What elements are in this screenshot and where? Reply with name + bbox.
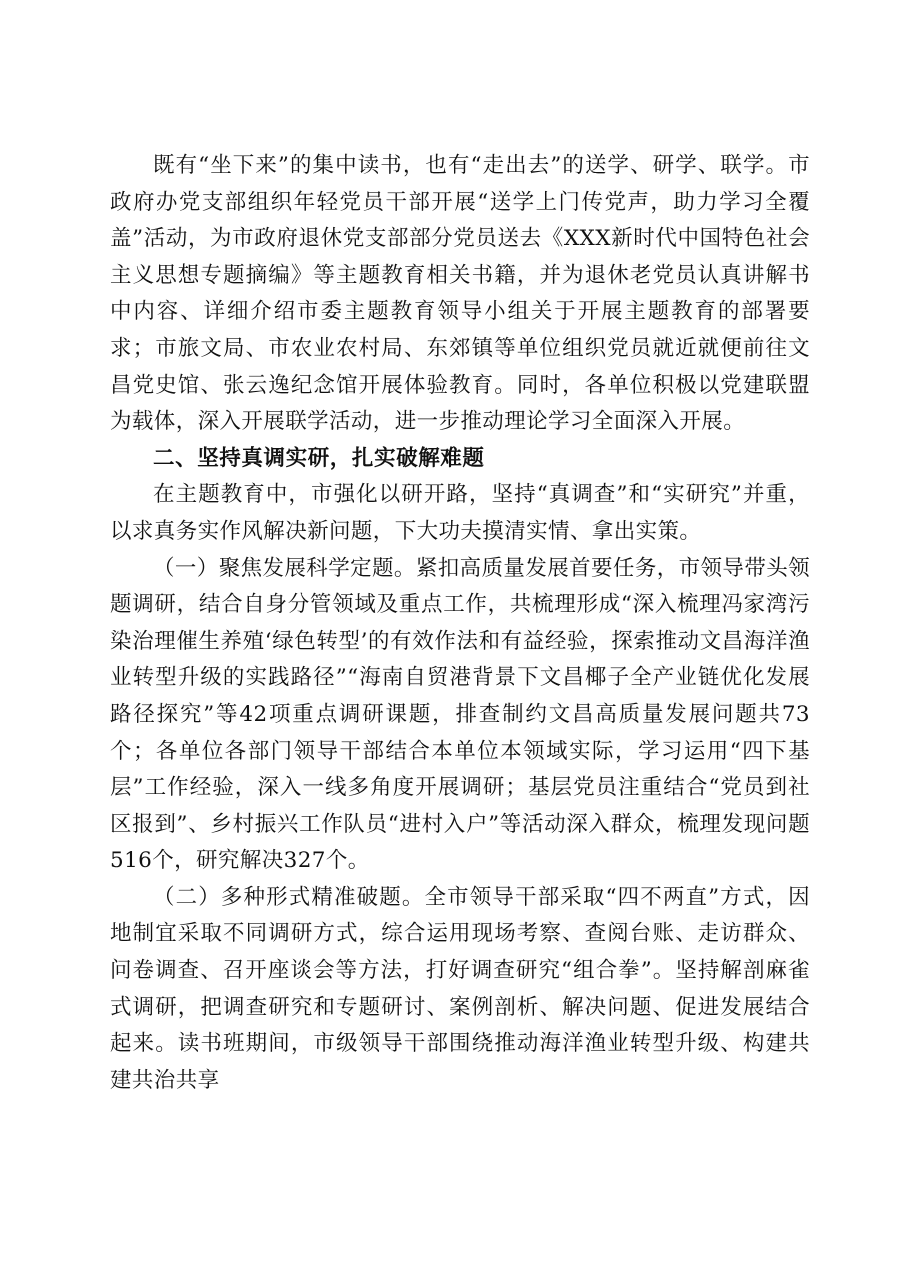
paragraph-text: 在主题教育中，市强化以研开路，坚持“真调查”和“实研究”并重，以求真务实作风解决新问题，下大功夫摸清实情、拿出实策。	[110, 482, 810, 544]
paragraph-solve-problems	[110, 880, 810, 1100]
section-heading	[110, 441, 810, 478]
paragraph-section-intro	[110, 477, 810, 550]
section-heading-text: 二、坚持真调实研，扎实破解难题	[153, 445, 485, 471]
paragraph-text: 既有“坐下来”的集中读书，也有“走出去”的送学、研学、联学。市政府办党支部组织年轻党员干部开展“送学上门传党声，助力学习全覆盖”活动，为市政府退休党支部部分党员送去《XXX新时代中国特色社会主义思想专题摘编》等主题教育相关书籍，并为退休老党员认真讲解书中内容、详细介绍市委主题教育领导小组关于开展主题教育的部署要求；市旅文局、市农业农村局、东郊镇等单位组织党员就近就便前往文昌党史馆、张云逸纪念馆开展体验教育。同时，各单位积极以党建联盟为载体，深入开展联学活动，进一步推动理论学习全面深入开展。	[110, 153, 810, 435]
paragraph-lead: （一）聚焦发展科学定题。	[153, 555, 416, 581]
paragraph-text: 紧扣高质量发展首要任务，市领导带头领题调研，结合自身分管领域及重点工作，共梳理形成“深入梳理冯家湾污染治理催生养殖‘绿色转型’的有效作法和有益经验，探索推动文昌海洋渔业转型升级的实践路径”“海南自贸港背景下文昌椰子全产业链优化发展路径探究”等42项重点调研课题，排查制约文昌高质量发展问题共73个；各单位各部门领导干部结合本单位本领域实际，学习运用“四下基层”工作经验，深入一线多角度开展调研；基层党员注重结合“党员到社区报到”、乡村振兴工作队员“进村入户”等活动深入群众，梳理发现问题516个，研究解决327个。	[110, 555, 811, 874]
paragraph-text: 全市领导干部采取“四不两直”方式，因地制宜采取不同调研方式，综合运用现场考察、查阅台账、走访群众、问卷调查、召开座谈会等方法，打好调查研究“组合拳”。坚持解剖麻雀式调研，把调查研究和专题研讨、案例剖析、解决问题、促进发展结合起来。读书班期间，市级领导干部围绕推动海洋渔业转型升级、构建共建共治共享	[110, 884, 810, 1093]
paragraph-lead: （二）多种形式精准破题。	[153, 884, 425, 910]
paragraph-define-topics	[110, 551, 810, 880]
paragraph-study-activities	[110, 148, 810, 441]
document-body	[110, 148, 810, 1099]
